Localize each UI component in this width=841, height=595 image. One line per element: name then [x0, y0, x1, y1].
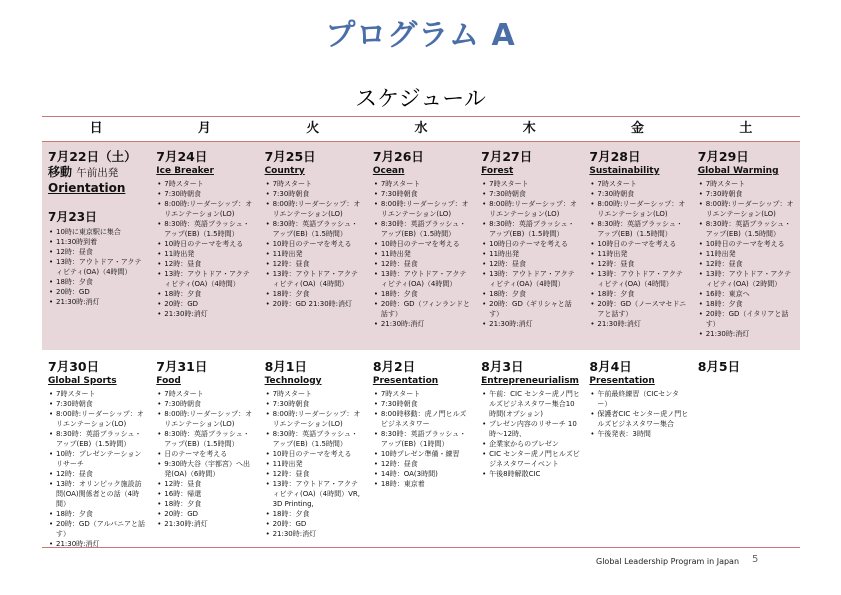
activity-item: • 7時スタート: [156, 179, 255, 189]
activity-item: • 8:30時：英語ブラッシュ・アップ(EB)（1.5時間）: [156, 429, 255, 449]
activity-list: [373, 179, 472, 329]
activity-item: • 11:30時到着: [48, 237, 147, 247]
activity-item: • 13時：アウトドア・アクティビティ(OA)（4時間）: [589, 269, 688, 289]
activity-item: • 8:00時:リーダーシップ：オリエンテーション(LO): [156, 409, 255, 429]
activity-item: • 10時日のテーマを考える: [265, 449, 364, 459]
activity-item: • 12時：昼食: [481, 259, 580, 269]
activity-item: • 21:30時:消灯: [265, 529, 364, 539]
activity-item: • 7:30時朝食: [156, 399, 255, 409]
activity-item: • 21:30時:消灯: [589, 319, 688, 329]
activity-item: • 10時日のテーマを考える: [265, 239, 364, 249]
activity-item: • 7時スタート: [265, 389, 364, 399]
activity-item: • 18時：夕食: [48, 509, 147, 519]
day-theme: Orientation: [48, 181, 126, 195]
activity-item: • 8:00時:リーダーシップ：オリエンテーション(LO): [481, 199, 580, 219]
activity-item: • 21:30時:消灯: [156, 309, 255, 319]
day-cell: [367, 352, 475, 547]
activity-item: • 日のテーマを考える: [156, 449, 255, 459]
activity-item: • 12時：昼食: [373, 459, 472, 469]
move-line: [48, 164, 147, 181]
activity-item: • 8:30時：英語ブラッシュ・アップ(EB)（1時間）: [373, 429, 472, 449]
day-date: 7月25日: [264, 149, 316, 164]
activity-item: • 11時出発: [698, 249, 797, 259]
activity-item: • 11時出発: [156, 249, 255, 259]
activity-item: • 18時：夕食: [156, 499, 255, 509]
activity-item: • 8:00時:リーダーシップ：オリエンテーション(LO): [589, 199, 688, 219]
activity-item: • 20時：GD（イタリアと話す）: [698, 309, 797, 329]
activity-item: • 8:30時：英語ブラッシュ・アップ(EB)（1.5時間）: [265, 429, 364, 449]
activity-item: • 21:30時:消灯: [48, 297, 147, 307]
activity-item: • 8:30時：英語ブラッシュ・アップ(EB)（1.5時間）: [589, 219, 688, 239]
activity-item: • 8:00時:リーダーシップ：オリエンテーション(LO): [698, 199, 797, 219]
week-1-row: [42, 142, 800, 352]
activity-item: • 13時：アウトドア・アクティビティ(OA)（4時間）VR, 3D Printing,: [265, 479, 364, 509]
activity-item: • 11時出発: [373, 249, 472, 259]
activity-item: • 8:30時：英語ブラッシュ・アップ(EB)（1.5時間）: [698, 219, 797, 239]
activity-item: • 7:30時朝食: [589, 189, 688, 199]
activity-item: • 18時：夕食: [589, 289, 688, 299]
activity-item: • 7:30時朝食: [48, 399, 147, 409]
activity-list: [589, 389, 688, 439]
activity-item: • 8:00時:リーダーシップ：オリエンテーション(LO): [373, 199, 472, 219]
activity-item: • 20時：GD: [48, 287, 147, 297]
activity-item: • 20時：GD: [265, 519, 364, 529]
activity-item: • 13時：アウトドア・アクティビティ(OA)（4時間）: [48, 257, 147, 277]
activity-item: • 9:30時大谷（宇都宮）へ出発(OA)（6時間）: [156, 459, 255, 479]
day-theme: Entrepreneurialism: [481, 376, 579, 386]
activity-list: [48, 389, 147, 547]
weekday-tue: 火: [306, 121, 320, 136]
activity-item: • 10時日のテーマを考える: [698, 239, 797, 249]
activity-item: • 10時日のテーマを考える: [481, 239, 580, 249]
day-cell: [150, 352, 258, 547]
day-cell: [692, 142, 800, 350]
activity-item: • 午後8時解散CIC: [481, 469, 580, 479]
weekday-fri: 金: [631, 121, 645, 136]
activity-item: • 7:30時朝食: [265, 189, 364, 199]
activity-item: • 12時：昼食: [589, 259, 688, 269]
activity-item: • 8:00時:リーダーシップ：オリエンテーション(LO): [265, 199, 364, 219]
activity-item: • 12時：昼食: [265, 259, 364, 269]
activity-item: • 7時スタート: [48, 389, 147, 399]
day-date: 7月26日: [372, 149, 424, 164]
weekday-sat: 土: [739, 121, 753, 136]
activity-item: • 8:30時：英語ブラッシュ・アップ(EB)（1.5時間）: [156, 219, 255, 239]
weekday-sun: 日: [89, 121, 103, 136]
activity-item: • 10時日のテーマを考える: [589, 239, 688, 249]
activity-item: • 12時：昼食: [156, 479, 255, 489]
weekday-mon: 月: [197, 121, 211, 136]
activity-item: • 7時スタート: [156, 389, 255, 399]
activity-item: • 11時出発: [265, 249, 364, 259]
activity-item: • 8:00時:リーダーシップ：オリエンテーション(LO): [48, 409, 147, 429]
activity-item: • 7:30時朝食: [698, 189, 797, 199]
day-theme: Ocean: [372, 166, 405, 176]
day-theme: Presentation: [372, 376, 439, 386]
schedule-table: [42, 116, 800, 548]
day-cell: [475, 352, 583, 547]
weekday-thu: 木: [522, 121, 536, 136]
activity-item: • 13時：アウトドア・アクティビティ(OA)（2時間）: [698, 269, 797, 289]
day-date: 7月22日（土）: [48, 149, 137, 164]
day-date: 7月30日: [48, 359, 100, 374]
day-date: 7月24日: [156, 149, 208, 164]
activity-item: • 7時スタート: [373, 389, 472, 399]
day-cell: [42, 142, 150, 350]
activity-item: • 企業家からのプレゼン: [481, 439, 580, 449]
activity-item: • 20時：GD（ノースマセドニアと話す）: [589, 299, 688, 319]
activity-item: • 12時：昼食: [156, 259, 255, 269]
activity-item: • 8:00時:リーダーシップ：オリエンテーション(LO): [156, 199, 255, 219]
activity-item: • CIC センター虎ノ門ヒルズビジネスタワーイベント: [481, 449, 580, 469]
day-cell: [259, 142, 367, 350]
footer-text: Global Leadership Program in Japan: [596, 557, 740, 566]
day-date: 8月2日: [372, 359, 416, 374]
activity-item: • 18時：夕食: [481, 289, 580, 299]
activity-item: • 13時：アウトドア・アクティビティ(OA)（4時間）: [373, 269, 472, 289]
activity-item: • 午後発表：3時間: [589, 429, 688, 439]
activity-list: [156, 179, 255, 319]
activity-item: • 16時：東京へ: [698, 289, 797, 299]
day-cell: [42, 352, 150, 547]
activity-list: [481, 389, 580, 479]
activity-list: [698, 179, 797, 339]
activity-list: [265, 179, 364, 309]
day-theme: Forest: [481, 166, 514, 176]
day-theme: Sustainability: [589, 166, 660, 176]
activity-item: • 12時：昼食: [48, 469, 147, 479]
activity-item: • 13時：アウトドア・アクティビティ(OA)（4時間）: [265, 269, 364, 289]
day-cell: [259, 352, 367, 547]
day-date: 8月4日: [589, 359, 632, 374]
activity-item: • 10時：プレゼンテーションリサーチ: [48, 449, 147, 469]
activity-item: • 21:30時:消灯: [373, 319, 472, 329]
activity-item: • 7:30時朝食: [156, 189, 255, 199]
activity-item: • 7時スタート: [589, 179, 688, 189]
activity-item: • 7:30時朝食: [373, 189, 472, 199]
activity-item: • 18時：夕食: [265, 509, 364, 519]
activity-item: • 11時出発: [589, 249, 688, 259]
activity-item: • 18時：夕食: [156, 289, 255, 299]
day-theme: Ice Breaker: [156, 166, 214, 176]
activity-item: • 13時：アウトドア・アクティビティ(OA)（4時間）: [156, 269, 255, 289]
activity-list: [48, 227, 147, 307]
page-number: 5: [752, 554, 759, 565]
activity-list: [481, 179, 580, 329]
activity-list: [265, 389, 364, 539]
activity-item: • 7時スタート: [373, 179, 472, 189]
activity-item: • 13時：オリンピック施設訪問(OA)関係者との話（4時間）: [48, 479, 147, 509]
activity-item: • 保護者CIC センター虎ノ門ヒルズビジネスタワー集合: [589, 409, 688, 429]
day-cell: [367, 142, 475, 350]
activity-item: • 21:30時:消灯: [156, 519, 255, 529]
activity-item: • 20時：GD（ギリシャと話す）: [481, 299, 580, 319]
move-note: 午前出発: [76, 167, 119, 179]
activity-item: • 20時：GD 21:30時:消灯: [265, 299, 364, 309]
day-date: 8月1日: [264, 359, 307, 374]
activity-item: • 10時に東京駅に集合: [48, 227, 147, 237]
activity-item: • 21:30時:消灯: [481, 319, 580, 329]
activity-item: • 20時：GD: [156, 509, 255, 519]
weekday-wed: 水: [414, 121, 428, 136]
activity-item: • 11時出発: [481, 249, 580, 259]
activity-item: • 10時プレゼン準備・練習: [373, 449, 472, 459]
day-date: 7月27日: [481, 149, 533, 164]
week-2-row: [42, 352, 800, 548]
activity-item: • 12時：昼食: [48, 247, 147, 257]
activity-item: • プレゼン内容のリサーチ 10時～12時、: [481, 419, 580, 439]
activity-item: • 12時：昼食: [373, 259, 472, 269]
activity-item: • 20時：GD（アルバニアと話す）: [48, 519, 147, 539]
activity-item: • 7:30時朝食: [373, 399, 472, 409]
activity-list: [589, 179, 688, 329]
activity-item: • 8:30時：英語ブラッシュ・アップ(EB)（1.5時間）: [265, 219, 364, 239]
day-date: 7月29日: [697, 149, 749, 164]
day-theme: Global Warming: [697, 166, 779, 176]
day-cell: [583, 352, 691, 547]
activity-item: • 20時：GD（フィンランドと話す）: [373, 299, 472, 319]
activity-item: • 13時：アウトドア・アクティビティ(OA)（4時間）: [481, 269, 580, 289]
day-date: 7月31日: [156, 359, 208, 374]
activity-item: • 8:30時：英語ブラッシュ・アップ(EB)（1.5時間）: [481, 219, 580, 239]
activity-item: • 8:00時移動：虎ノ門ヒルズビジネスタワー: [373, 409, 472, 429]
day-date: 8月3日: [481, 359, 524, 374]
weekday-header-row: [42, 116, 800, 142]
activity-item: • 18時：夕食: [265, 289, 364, 299]
activity-item: • 20時：GD: [156, 299, 255, 309]
activity-item: • 16時：帰還: [156, 489, 255, 499]
activity-list: [373, 389, 472, 489]
activity-item: • 8:00時:リーダーシップ：オリエンテーション(LO): [265, 409, 364, 429]
activity-item: • 8:30時：英語ブラッシュ・アップ(EB)（1.5時間）: [48, 429, 147, 449]
activity-item: • 午前：CIC センター虎ノ門ヒルズビジネスタワー集合10時間(オプション): [481, 389, 580, 419]
activity-item: • 18時：夕食: [698, 299, 797, 309]
day-cell: [475, 142, 583, 350]
activity-item: • 10時日のテーマを考える: [156, 239, 255, 249]
activity-item: • 12時：昼食: [698, 259, 797, 269]
day-theme: Food: [156, 376, 181, 386]
day-date: 8月5日: [697, 359, 741, 374]
activity-item: • 18時：夕食: [48, 277, 147, 287]
activity-item: • 7:30時朝食: [481, 189, 580, 199]
day-cell: [583, 142, 691, 350]
day-theme: Technology: [264, 376, 322, 386]
day-theme: Global Sports: [48, 376, 117, 386]
activity-item: • 7時スタート: [481, 179, 580, 189]
day-date-secondary: 7月23日: [48, 210, 98, 224]
activity-item: • 18時：夕食: [373, 289, 472, 299]
day-theme: Country: [264, 166, 305, 176]
activity-item: • 10時日のテーマを考える: [373, 239, 472, 249]
activity-item: • 7時スタート: [698, 179, 797, 189]
activity-item: • 11時出発: [265, 459, 364, 469]
move-label: 移動: [48, 165, 73, 179]
activity-item: • 12時：昼食: [265, 469, 364, 479]
activity-item: • 7時スタート: [265, 179, 364, 189]
schedule-heading: スケジュール: [355, 87, 486, 112]
activity-item: • 18時：東京着: [373, 479, 472, 489]
activity-item: • 21:30時:消灯: [698, 329, 797, 339]
activity-item: • 午前最終練習（CICセンター）: [589, 389, 688, 409]
page-title: プログラム A: [325, 18, 516, 53]
day-cell: [692, 352, 800, 547]
day-cell: [150, 142, 258, 350]
activity-list: [156, 389, 255, 529]
activity-item: • 7:30時朝食: [265, 399, 364, 409]
activity-item: • 14時：OA(3時間): [373, 469, 472, 479]
day-theme: Presentation: [589, 376, 655, 386]
activity-item: • 8:30時：英語ブラッシュ・アップ(EB)（1.5時間）: [373, 219, 472, 239]
activity-item: • 21:30時:消灯: [48, 539, 147, 547]
day-date: 7月28日: [589, 149, 641, 164]
